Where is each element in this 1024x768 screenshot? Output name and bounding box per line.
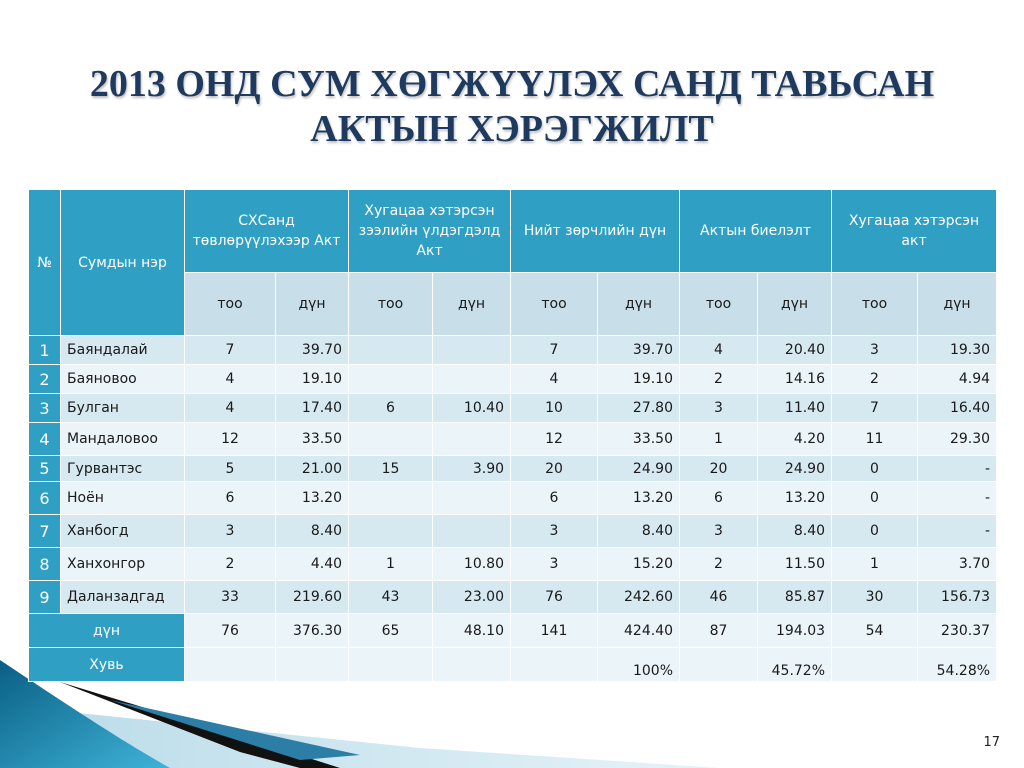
sum-name: Баяндалай bbox=[61, 336, 185, 365]
subheader-count: тоо bbox=[680, 273, 758, 336]
slide-title bbox=[0, 62, 1024, 152]
cell-amount: 19.30 bbox=[918, 336, 997, 365]
cell-amount: 3.70 bbox=[918, 548, 997, 581]
percent-row bbox=[29, 648, 997, 682]
cell-amount bbox=[433, 336, 511, 365]
percent-cell-amount bbox=[433, 648, 511, 682]
cell-amount: 39.70 bbox=[276, 336, 349, 365]
cell-count: 1 bbox=[680, 423, 758, 456]
percent-cell-amount: 54.28% bbox=[918, 648, 997, 682]
cell-count: 20 bbox=[680, 456, 758, 482]
table-row bbox=[29, 336, 997, 365]
subheader-amount: дүн bbox=[433, 273, 511, 336]
cell-amount: 4.94 bbox=[918, 365, 997, 394]
cell-count: 7 bbox=[832, 394, 918, 423]
table-row bbox=[29, 394, 997, 423]
cell-count: 5 bbox=[185, 456, 276, 482]
cell-amount bbox=[433, 482, 511, 515]
table-row bbox=[29, 482, 997, 515]
cell-amount: 14.16 bbox=[758, 365, 832, 394]
cell-amount bbox=[433, 515, 511, 548]
cell-count: 46 bbox=[680, 581, 758, 614]
act-table bbox=[28, 189, 997, 682]
table-body bbox=[29, 336, 997, 682]
cell-amount: - bbox=[918, 482, 997, 515]
cell-amount: 29.30 bbox=[918, 423, 997, 456]
total-cell-count: 76 bbox=[185, 614, 276, 648]
percent-cell-count bbox=[832, 648, 918, 682]
sum-name: Булган bbox=[61, 394, 185, 423]
percent-cell-amount: 100% bbox=[598, 648, 680, 682]
subheader-amount: дүн bbox=[598, 273, 680, 336]
header-group-3: Нийт зөрчлийн дүн bbox=[511, 190, 680, 273]
cell-amount: 24.90 bbox=[758, 456, 832, 482]
subheader-count: тоо bbox=[832, 273, 918, 336]
cell-amount: - bbox=[918, 456, 997, 482]
cell-count bbox=[349, 365, 433, 394]
sum-name: Ноён bbox=[61, 482, 185, 515]
cell-count: 3 bbox=[680, 515, 758, 548]
table-row bbox=[29, 423, 997, 456]
table-header-row bbox=[29, 190, 997, 273]
cell-amount: 8.40 bbox=[598, 515, 680, 548]
cell-count: 76 bbox=[511, 581, 598, 614]
sum-name: Гурвантэс bbox=[61, 456, 185, 482]
total-cell-count: 65 bbox=[349, 614, 433, 648]
cell-amount: 27.80 bbox=[598, 394, 680, 423]
cell-amount: 17.40 bbox=[276, 394, 349, 423]
cell-amount: 16.40 bbox=[918, 394, 997, 423]
total-cell-count: 54 bbox=[832, 614, 918, 648]
cell-count: 2 bbox=[832, 365, 918, 394]
cell-amount: 4.40 bbox=[276, 548, 349, 581]
subheader-count: тоо bbox=[511, 273, 598, 336]
table-row bbox=[29, 581, 997, 614]
total-row bbox=[29, 614, 997, 648]
total-cell-amount: 230.37 bbox=[918, 614, 997, 648]
total-cell-amount: 194.03 bbox=[758, 614, 832, 648]
subheader-count: тоо bbox=[185, 273, 276, 336]
cell-count: 3 bbox=[511, 548, 598, 581]
cell-count: 3 bbox=[832, 336, 918, 365]
cell-count: 1 bbox=[349, 548, 433, 581]
cell-amount bbox=[433, 423, 511, 456]
total-cell-count: 87 bbox=[680, 614, 758, 648]
total-label: дүн bbox=[29, 614, 185, 648]
cell-amount: 13.20 bbox=[758, 482, 832, 515]
cell-count bbox=[349, 515, 433, 548]
cell-count: 11 bbox=[832, 423, 918, 456]
header-number: № bbox=[29, 190, 61, 336]
cell-count bbox=[349, 423, 433, 456]
cell-amount: 15.20 bbox=[598, 548, 680, 581]
cell-count: 6 bbox=[185, 482, 276, 515]
cell-amount: 33.50 bbox=[598, 423, 680, 456]
percent-cell-count bbox=[680, 648, 758, 682]
row-number: 4 bbox=[29, 423, 61, 456]
cell-amount: 10.80 bbox=[433, 548, 511, 581]
cell-amount: 13.20 bbox=[276, 482, 349, 515]
table-row bbox=[29, 548, 997, 581]
table-row bbox=[29, 515, 997, 548]
cell-count: 3 bbox=[511, 515, 598, 548]
cell-count: 0 bbox=[832, 482, 918, 515]
row-number: 9 bbox=[29, 581, 61, 614]
cell-count: 2 bbox=[185, 548, 276, 581]
percent-label: Хувь bbox=[29, 648, 185, 682]
cell-count: 3 bbox=[680, 394, 758, 423]
sum-name: Даланзадгад bbox=[61, 581, 185, 614]
row-number: 8 bbox=[29, 548, 61, 581]
percent-cell-count bbox=[511, 648, 598, 682]
cell-amount: 8.40 bbox=[758, 515, 832, 548]
cell-count: 12 bbox=[511, 423, 598, 456]
cell-count: 4 bbox=[680, 336, 758, 365]
cell-count: 12 bbox=[185, 423, 276, 456]
cell-count: 6 bbox=[349, 394, 433, 423]
sum-name: Ханбогд bbox=[61, 515, 185, 548]
slide-title-line2: АКТЫН ХЭРЭГЖИЛТ bbox=[310, 108, 714, 150]
header-group-4: Актын биелэлт bbox=[680, 190, 832, 273]
slide-title-line1: 2013 ОНД СУМ ХӨГЖҮҮЛЭХ САНД ТАВЬСАН bbox=[89, 63, 935, 105]
header-group-2: Хугацаа хэтэрсэн зээлийн үлдэгдэлд Акт bbox=[349, 190, 511, 273]
cell-count: 7 bbox=[185, 336, 276, 365]
cell-count: 4 bbox=[185, 394, 276, 423]
cell-count: 20 bbox=[511, 456, 598, 482]
cell-count: 43 bbox=[349, 581, 433, 614]
cell-amount: 20.40 bbox=[758, 336, 832, 365]
sum-name: Баяновоо bbox=[61, 365, 185, 394]
page-number: 17 bbox=[983, 735, 1000, 750]
cell-amount: 21.00 bbox=[276, 456, 349, 482]
subheader-amount: дүн bbox=[276, 273, 349, 336]
cell-amount bbox=[433, 365, 511, 394]
percent-cell-amount bbox=[276, 648, 349, 682]
cell-amount: 13.20 bbox=[598, 482, 680, 515]
cell-count: 4 bbox=[185, 365, 276, 394]
row-number: 6 bbox=[29, 482, 61, 515]
sum-name: Ханхонгор bbox=[61, 548, 185, 581]
subheader-count: тоо bbox=[349, 273, 433, 336]
cell-count: 4 bbox=[511, 365, 598, 394]
total-cell-amount: 48.10 bbox=[433, 614, 511, 648]
percent-cell-count bbox=[349, 648, 433, 682]
total-cell-count: 141 bbox=[511, 614, 598, 648]
header-sum-name: Сумдын нэр bbox=[61, 190, 185, 336]
cell-amount: 8.40 bbox=[276, 515, 349, 548]
subheader-amount: дүн bbox=[758, 273, 832, 336]
total-cell-amount: 376.30 bbox=[276, 614, 349, 648]
row-number: 2 bbox=[29, 365, 61, 394]
cell-count: 6 bbox=[511, 482, 598, 515]
cell-amount: 19.10 bbox=[276, 365, 349, 394]
cell-amount: 3.90 bbox=[433, 456, 511, 482]
cell-count: 7 bbox=[511, 336, 598, 365]
row-number: 3 bbox=[29, 394, 61, 423]
subheader-amount: дүн bbox=[918, 273, 997, 336]
cell-amount: 156.73 bbox=[918, 581, 997, 614]
cell-amount: - bbox=[918, 515, 997, 548]
cell-count: 6 bbox=[680, 482, 758, 515]
cell-count bbox=[349, 482, 433, 515]
cell-count: 15 bbox=[349, 456, 433, 482]
cell-amount: 23.00 bbox=[433, 581, 511, 614]
cell-count: 30 bbox=[832, 581, 918, 614]
row-number: 5 bbox=[29, 456, 61, 482]
cell-amount: 219.60 bbox=[276, 581, 349, 614]
cell-count: 1 bbox=[832, 548, 918, 581]
cell-amount: 33.50 bbox=[276, 423, 349, 456]
header-group-1: СХСанд төвлөрүүлэхээр Акт bbox=[185, 190, 349, 273]
row-number: 1 bbox=[29, 336, 61, 365]
row-number: 7 bbox=[29, 515, 61, 548]
cell-count: 33 bbox=[185, 581, 276, 614]
cell-amount: 4.20 bbox=[758, 423, 832, 456]
cell-amount: 10.40 bbox=[433, 394, 511, 423]
cell-amount: 24.90 bbox=[598, 456, 680, 482]
cell-amount: 11.50 bbox=[758, 548, 832, 581]
cell-count: 10 bbox=[511, 394, 598, 423]
cell-count: 3 bbox=[185, 515, 276, 548]
header-group-5: Хугацаа хэтэрсэн акт bbox=[832, 190, 997, 273]
cell-count: 2 bbox=[680, 548, 758, 581]
cell-count bbox=[349, 336, 433, 365]
cell-amount: 242.60 bbox=[598, 581, 680, 614]
percent-cell-count bbox=[185, 648, 276, 682]
cell-amount: 11.40 bbox=[758, 394, 832, 423]
cell-amount: 19.10 bbox=[598, 365, 680, 394]
cell-count: 0 bbox=[832, 515, 918, 548]
sum-name: Мандаловоо bbox=[61, 423, 185, 456]
cell-amount: 85.87 bbox=[758, 581, 832, 614]
table-row bbox=[29, 456, 997, 482]
percent-cell-amount: 45.72% bbox=[758, 648, 832, 682]
total-cell-amount: 424.40 bbox=[598, 614, 680, 648]
cell-amount: 39.70 bbox=[598, 336, 680, 365]
cell-count: 0 bbox=[832, 456, 918, 482]
cell-count: 2 bbox=[680, 365, 758, 394]
table-row bbox=[29, 365, 997, 394]
